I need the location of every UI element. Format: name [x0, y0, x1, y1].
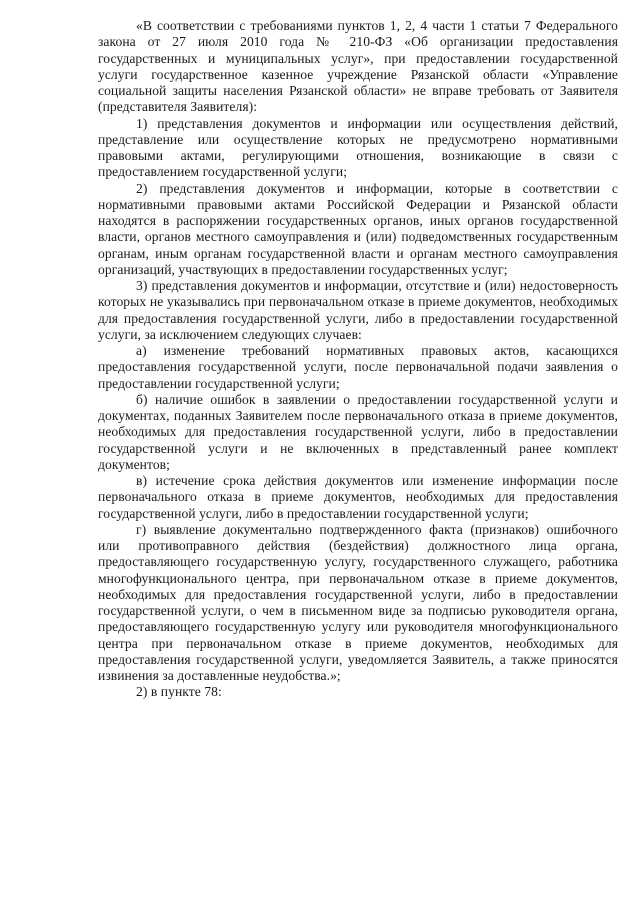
document-body: [98, 18, 618, 701]
paragraph-item-3: 3) представления документов и информации, отсутствие и (или) недостоверность которых не указывались при первоначальном отказе в приеме документов, необходимых для предоставления государственной услуги, либо в предоставлении государственной услуги, за исключением следующих случаев:: [98, 278, 618, 342]
paragraph-point-78: 2) в пункте 78:: [136, 684, 222, 700]
paragraph-item-1: 1) представления документов и информации или осуществления действий, представление или осуществление которых не предусмотрено нормативными правовыми актами, регулирующими отношения, возникающие в связи с предоставлением государственной услуги;: [98, 115, 618, 180]
paragraph-subitem-b: б) наличие ошибок в заявлении о предоставлении государственной услуги и документах, поданных Заявителем после первоначального отказа в приеме документов, необходимых для предоставления государственной услуги, либо в предоставлении государственной услуги и не включенных в представленный ранее комплект документов;: [98, 391, 618, 472]
paragraph-intro: «В соответствии с требованиями пунктов 1, 2, 4 части 1 статьи 7 Федерального закона от 27 июля 2010 года № 210-ФЗ «Об организации предоставления государственных и муниципальных услуг», при предоставлении государственной услуги государственное казенное учреждение Рязанской области «Управление социальной защиты населения Рязанской области» не вправе требовать от Заявителя (представителя Заявителя):: [98, 18, 618, 115]
paragraph-item-2: 2) представления документов и информации, которые в соответствии с нормативными правовыми актами Российской Федерации и Рязанской области находятся в распоряжении государственных органов, иных органов государственной власти, органов местного самоуправления и (или) подведомственных государственным органам, иным органам государственной власти и органам местного самоуправления организаций, участвующих в предоставлении государственных услуг;: [98, 180, 618, 277]
paragraph-subitem-a: а) изменение требований нормативных правовых актов, касающихся предоставления государственной услуги, после первоначальной подачи заявления о предоставлении государственной услуги;: [98, 343, 618, 391]
paragraph-subitem-v: в) истечение срока действия документов или изменение информации после первоначального отказа в приеме документов, необходимых для предоставления государственной услуги, либо в предоставлении государственной услуги;: [98, 473, 618, 521]
paragraph-subitem-g: г) выявление документально подтвержденного факта (признаков) ошибочного или противоправного действия (бездействия) должностного лица органа, предоставляющего государственную услугу, государственного служащего, работника многофункционального центра, при первоначальном отказе в приеме документов, необходимых для предоставления государственной услуги, либо в предоставлении государственной услуги, о чем в письменном виде за подписью руководителя органа, предоставляющего государственную услугу или руководителя многофункционального центра при первоначальном отказе в приеме документов, необходимых для предоставления государственной услуги, уведомляется Заявитель, а также приносятся извинения за доставленные неудобства.»;: [98, 521, 618, 683]
